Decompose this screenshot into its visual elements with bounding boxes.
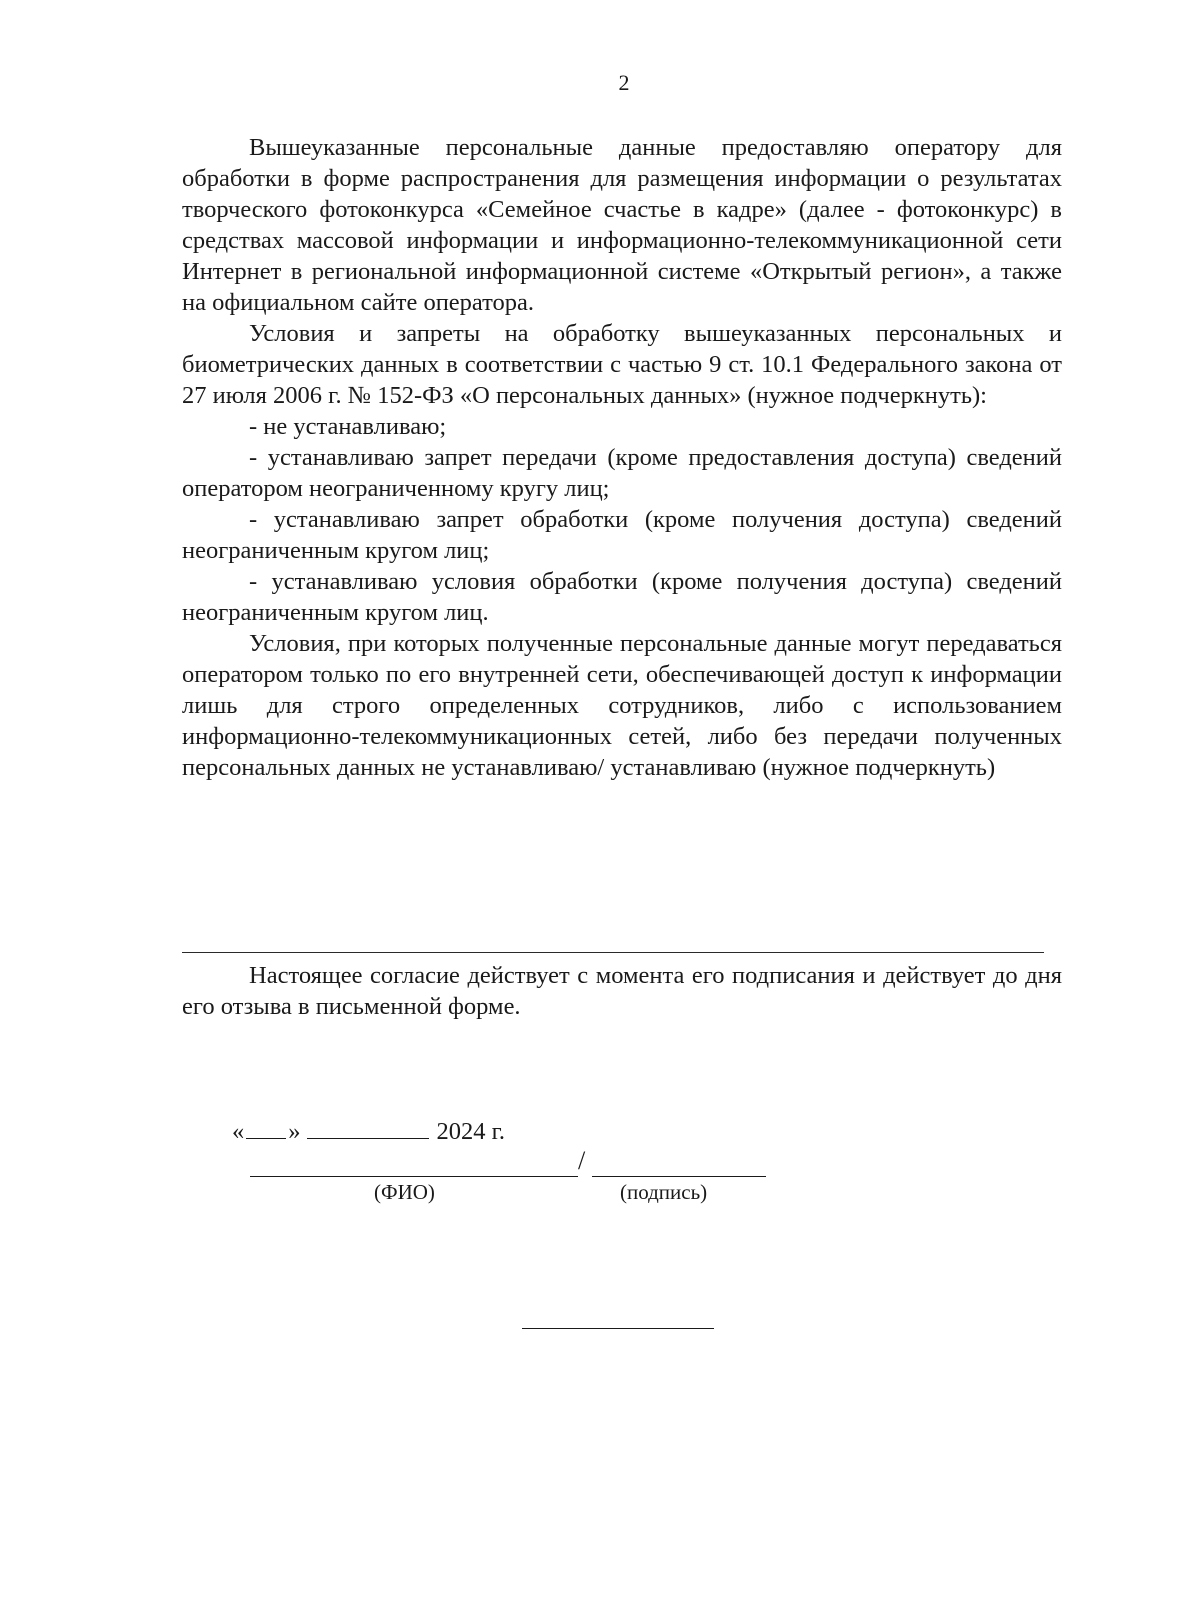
quote-close: » [288, 1118, 301, 1145]
day-blank[interactable] [246, 1137, 286, 1139]
signature-line[interactable] [592, 1176, 766, 1177]
option-processing-conditions: - устанавливаю условия обработки (кроме получения доступа) сведений неограниченным кругом лиц. [182, 568, 1062, 626]
paragraph-conditions: Условия и запреты на обработку вышеуказанных персональных и биометрических данных в соответствии с частью 9 ст. 10.1 Федерального закона от 27 июля 2006 г. № 152-ФЗ «О персональных данных» (нужное подчеркнуть): [182, 320, 1062, 409]
fio-caption: (ФИО) [374, 1180, 435, 1204]
option-processing-ban: - устанавливаю запрет обработки (кроме получения доступа) сведений неограниченным кругом лиц; [182, 506, 1062, 564]
month-blank[interactable] [307, 1137, 429, 1139]
date-line [232, 1118, 505, 1146]
fio-line[interactable] [250, 1176, 578, 1177]
paragraph-validity: Настоящее согласие действует с момента его подписания и действует до дня его отзыва в письменной форме. [182, 962, 1062, 1020]
consent-text [182, 132, 1062, 783]
validity-section [182, 960, 1062, 1022]
year-text: 2024 г. [436, 1118, 506, 1145]
paragraph-purpose: Вышеуказанные персональные данные предоставляю оператору для обработки в форме распространения для размещения информации о результатах творческого фотоконкурса «Семейное счастье в кадре» (далее - фотоконкурс) в средствах массовой информации и информационно-телекоммуникационной сети Интернет в региональной информационной системе «Открытый регион», а также на официальном сайте оператора. [182, 134, 1062, 316]
signature-slash: / [578, 1146, 586, 1175]
option-transfer-ban: - устанавливаю запрет передачи (кроме предоставления доступа) сведений оператором неограниченному кругу лиц; [182, 444, 1062, 502]
page-number: 2 [618, 70, 630, 95]
signature-caption: (подпись) [620, 1180, 708, 1204]
paragraph-transfer-conditions: Условия, при которых полученные персональные данные могут передаваться оператором только по его внутренней сети, обеспечивающей доступ к информации лишь для строго определенных сотрудников, либо с использованием информационно-телекоммуникационных сетей, либо без передачи полученных персональных данных не устанавливаю/ устанавливаю (нужное подчеркнуть) [182, 630, 1062, 781]
separator-line [182, 952, 1044, 953]
end-line [522, 1328, 714, 1329]
quote-open: « [232, 1118, 245, 1145]
option-none: - не устанавливаю; [249, 413, 447, 440]
